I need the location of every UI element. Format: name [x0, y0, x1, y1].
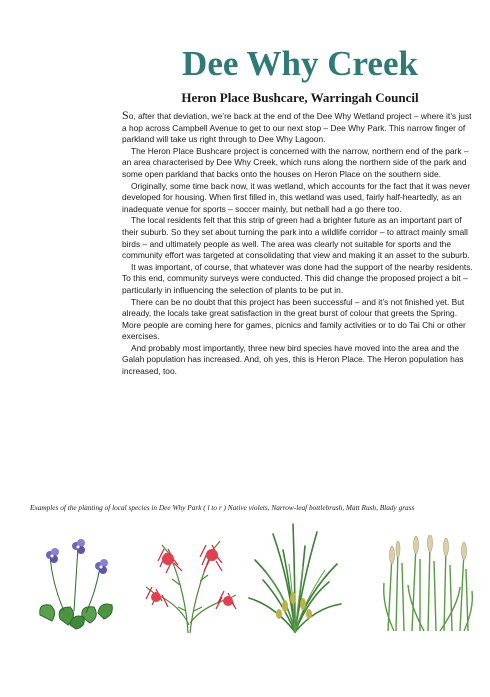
- illustration-caption: Examples of the planting of local species in Dee Why Park ( l to r ) Native violets, Narrow-leaf bottlebrush, Matt Rush, Blady grass: [30, 503, 415, 512]
- paragraph-1-text: o, after that deviation, we’re back at the end of the Dee Why Wetland project – where it’s just a hop across Campbell Avenue to get to our next stop – Dee Why Park. This narrow finger of parkland will take us right through to Dee Why Lagoon.: [122, 111, 472, 145]
- paragraph-1: [122, 110, 476, 146]
- article-body: [122, 110, 476, 378]
- paragraph-5: It was important, of course, that whatever was done had the support of the nearby residents. To this end, community surveys were conducted. This did change the proposed project a bit – particularly in influencing the selection of plants to be put in.: [122, 261, 473, 295]
- blady-grass-illustration: [380, 535, 475, 635]
- paragraph-6: There can be no doubt that this project has been successful – and it’s not finished yet. But already, the locals take great satisfaction in the great burst of colour that greets the Spring. More people are coming here for games, picnics and family activities or to do Tai Chi or other exercises.: [122, 296, 466, 342]
- paragraph-2: The Heron Place Bushcare project is concerned with the narrow, northern end of the park – an area characterised by Dee Why Creek, which runs along the northern side of the park and some open parkland that backs onto the houses on Heron Place on the southern side.: [122, 145, 469, 179]
- paragraph-3: Originally, some time back now, it was wetland, which accounts for the fact that it was never developed for housing. When first filled in, this wetland was used, fairly half-heartedly, as an inadequate venue for sports – soccer mainly, but netball had a go there too.: [122, 180, 471, 214]
- plant-illustrations: [0, 515, 490, 675]
- matt-rush-illustration: [245, 520, 345, 635]
- drop-cap: S: [122, 108, 129, 122]
- paragraph-4: The local residents felt that this strip of green had a brighter future as an important part of their suburb. So they set about turning the park into a wildlife corridor – to attract mainly small birds – and ultimately people as well. The area was clearly not suitable for sports and the community effort was targeted at consolidating that view and making it an asset to the suburb.: [122, 215, 470, 261]
- native-violets-illustration: [30, 533, 125, 633]
- paragraph-7: And probably most importantly, three new bird species have moved into the area and the Galah population has increased. And, oh yes, this is Heron Place. The Heron population has increased, too.: [122, 342, 464, 377]
- bottlebrush-illustration: [140, 515, 240, 635]
- article-subtitle: Heron Place Bushcare, Warringah Council: [181, 90, 419, 105]
- article-title: Dee Why Creek: [182, 44, 418, 83]
